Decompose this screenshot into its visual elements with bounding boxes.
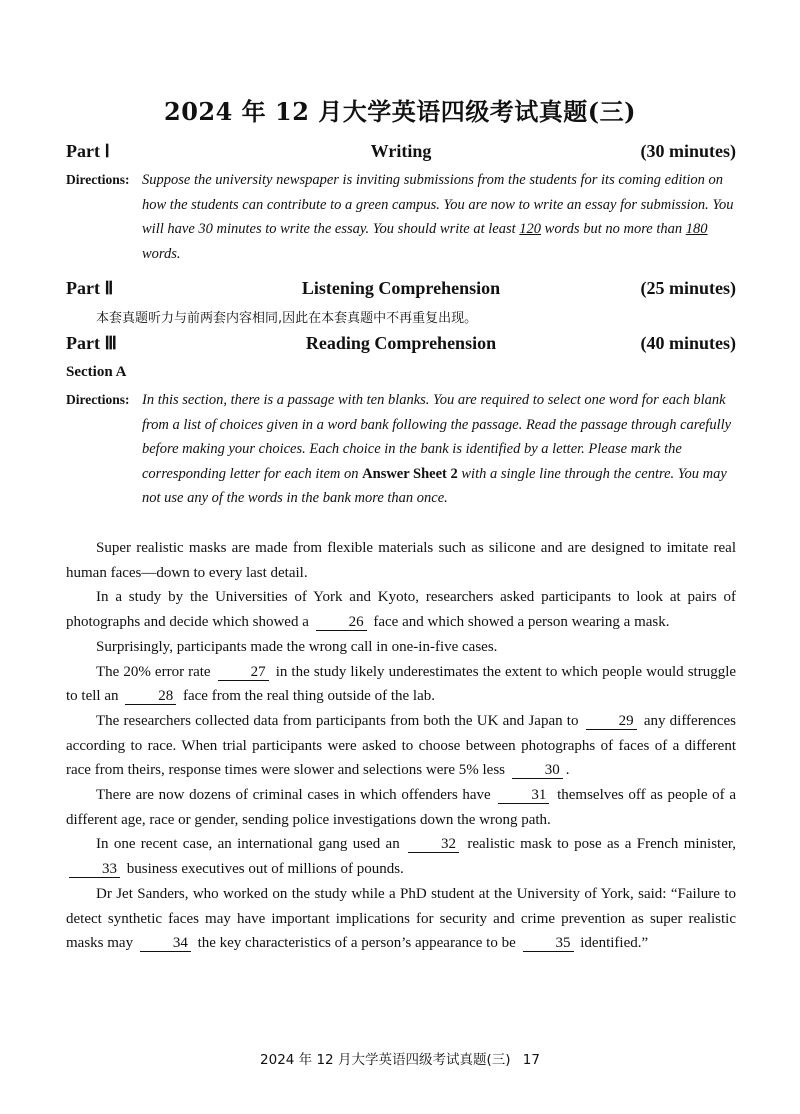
part-time: (30 minutes) (640, 141, 736, 161)
answer-sheet-ref: Answer Sheet 2 (362, 465, 458, 482)
page-title: 2024 年 12 月大学英语四级考试真题(三) (164, 97, 636, 126)
reading-directions (66, 388, 736, 511)
blank-33[interactable]: 33 (69, 861, 120, 878)
directions-label: Directions: (66, 392, 130, 407)
paragraph: In one recent case, an international gang used an 32 realistic mask to pose as a French minister, 33 business executives out of millions of pounds. (66, 832, 736, 881)
max-words: 180 (685, 221, 708, 237)
blank-35[interactable]: 35 (523, 935, 574, 952)
blank-30[interactable]: 30 (512, 762, 563, 779)
part-label: Part Ⅰ (66, 141, 110, 161)
directions-text: Suppose the university newspaper is inviting submissions from the students for its coming edition on how the students can contribute to a green campus. You are now to write an essay for submission. You will have 30 minutes to write the essay. You should write at least 120 words but no more than 180 words. (142, 172, 734, 262)
paragraph: There are now dozens of criminal cases in which offenders have 31 themselves off as people of a different age, race or gender, sending police investigations down the wrong path. (66, 787, 736, 828)
part-3-header (66, 333, 736, 357)
listening-note: 本套真题听力与前两套内容相同,因此在本套真题中不再重复出现。 (96, 311, 478, 326)
blank-34[interactable]: 34 (140, 935, 191, 952)
part-label: Part Ⅱ (66, 278, 114, 298)
paragraph: Surprisingly, participants made the wrong call in one-in-five cases. (96, 638, 498, 655)
blank-28[interactable]: 28 (125, 688, 176, 705)
part-time: (40 minutes) (640, 333, 736, 353)
part-title: Reading Comprehension (305, 333, 497, 353)
part-title: Listening Comprehension (301, 278, 501, 298)
part-time: (25 minutes) (640, 278, 736, 298)
writing-directions (66, 168, 736, 266)
part-2-header (66, 278, 736, 302)
section-a-heading: Section A (66, 364, 127, 380)
blank-26[interactable]: 26 (316, 614, 367, 631)
reading-passage (66, 536, 736, 956)
paragraph: In a study by the Universities of York and Kyoto, researchers asked participants to look at pairs of photographs and decide which showed a 26 face and which showed a person wearing a mask. (66, 589, 736, 631)
paragraph: The researchers collected data from participants from both the UK and Japan to 29 any differences according to race. When trial participants were asked to choose between photographs of faces of a different race from theirs, response times were slower and selections were 5% less 30 . (66, 712, 737, 779)
paragraph: Super realistic masks are made from flexible materials such as silicone and are designed to imitate real human faces—down to every last detail. (66, 540, 736, 581)
paragraph: The 20% error rate 27 in the study likely underestimates the extent to which people would struggle to tell an 28 face from the real thing outside of the lab. (66, 663, 737, 705)
blank-29[interactable]: 29 (586, 713, 637, 730)
part-1-header (66, 141, 736, 165)
page-footer (0, 1048, 800, 1068)
blank-31[interactable]: 31 (498, 787, 549, 804)
paragraph: Dr Jet Sanders, who worked on the study while a PhD student at the University of York, said: “Failure to detect synthetic faces may have important implications for security and crime prevention as super realistic masks may 34 the key characteristics of a person’s appearance to be 35 identified.” (66, 885, 736, 952)
part-title: Writing (370, 141, 432, 161)
footer-title: 2024 年 12 月大学英语四级考试真题(三) (260, 1052, 511, 1068)
directions-label: Directions: (66, 172, 130, 187)
blank-27[interactable]: 27 (218, 664, 269, 681)
directions-text: In this section, there is a passage with ten blanks. You are required to select one word for each blank from a list of choices given in a word bank following the passage. Read the passage through carefully before making your choices. Each choice in the bank is identified by a letter. Please mark the corresponding letter for each item on Answer Sheet 2 with a single line through the centre. You may not use any of the words in the bank more than once. (142, 392, 732, 506)
min-words: 120 (519, 221, 542, 237)
page-number: 17 (522, 1052, 540, 1068)
blank-32[interactable]: 32 (408, 836, 459, 853)
part-label: Part Ⅲ (66, 333, 117, 353)
